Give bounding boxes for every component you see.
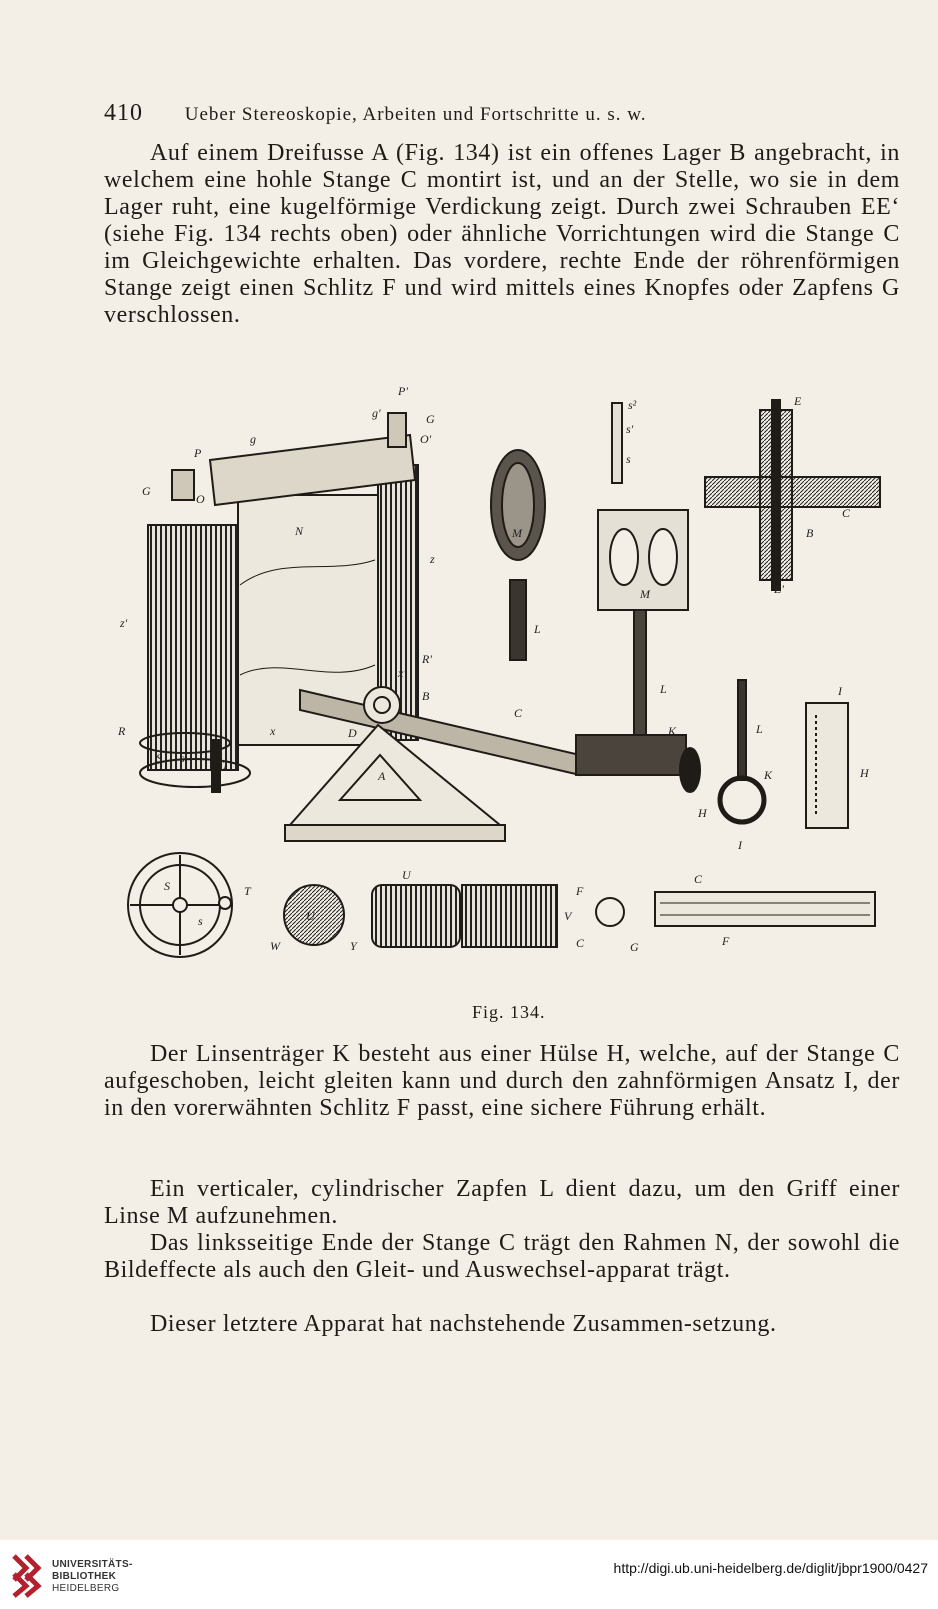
library-name: UNIVERSITÄTS- BIBLIOTHEK HEIDELBERG xyxy=(52,1559,133,1594)
svg-text:C: C xyxy=(842,506,851,520)
svg-text:F: F xyxy=(576,884,584,898)
svg-text:S: S xyxy=(164,879,170,893)
svg-text:U: U xyxy=(402,868,411,882)
svg-text:A: A xyxy=(378,769,386,783)
svg-text:F: F xyxy=(722,934,730,948)
svg-text:B: B xyxy=(422,689,430,703)
library-logo xyxy=(10,1548,133,1603)
footer-bar xyxy=(0,1540,938,1609)
svg-text:O': O' xyxy=(420,432,432,446)
holder-drawing xyxy=(720,680,848,828)
svg-text:N: N xyxy=(295,524,304,538)
paragraph-5: Dieser letztere Apparat hat nachstehende Zusammen-setzung. xyxy=(150,1311,777,1337)
svg-text:K: K xyxy=(764,768,773,782)
figure-caption: Fig. 134. xyxy=(472,1002,546,1022)
svg-text:I: I xyxy=(838,684,842,698)
svg-text:T: T xyxy=(222,758,229,772)
svg-text:E': E' xyxy=(774,582,784,596)
svg-text:D: D xyxy=(348,726,357,740)
page-number: 410 xyxy=(104,100,143,126)
svg-text:H: H xyxy=(860,766,869,780)
svg-text:x: x xyxy=(270,724,276,738)
svg-text:M: M xyxy=(640,587,650,601)
svg-text:x': x' xyxy=(398,666,406,680)
figure-illustration xyxy=(100,385,910,1000)
svg-text:C: C xyxy=(576,936,585,950)
svg-text:R: R xyxy=(118,724,126,738)
svg-text:S: S xyxy=(156,751,162,765)
svg-text:B: B xyxy=(806,526,814,540)
svg-text:z': z' xyxy=(120,616,128,630)
paragraph-2: Der Linsenträger K besteht aus einer Hülse H, welche, auf der Stange C aufgeschoben, leicht gleiten kann und durch den zahnförmigen Ansatz I, der in den vorerwähnten Schlitz F passt, eine sichere Führung erhält. xyxy=(104,1041,900,1121)
svg-text:G: G xyxy=(142,484,151,498)
svg-text:I: I xyxy=(738,838,742,852)
paragraph-4: Das linksseitige Ende der Stange C trägt den Rahmen N, der sowohl die Bildeffecte als auch den Gleit- und Auswechsel-apparat trägt. xyxy=(104,1230,900,1283)
svg-text:P': P' xyxy=(398,385,408,398)
lens-plate-drawing xyxy=(598,403,688,735)
svg-text:P: P xyxy=(194,446,202,460)
svg-text:E: E xyxy=(794,394,802,408)
running-head-title: Ueber Stereoskopie, Arbeiten und Fortschritte u. s. w. xyxy=(184,104,647,125)
svg-text:C: C xyxy=(694,872,703,886)
svg-text:s: s xyxy=(180,751,185,765)
cross-section-drawing xyxy=(705,400,880,590)
svg-text:L: L xyxy=(756,722,763,736)
svg-text:Y: Y xyxy=(350,939,357,953)
svg-text:O: O xyxy=(196,492,205,506)
library-logo-icon xyxy=(10,1552,44,1598)
svg-text:H: H xyxy=(698,806,707,820)
svg-text:M: M xyxy=(512,526,522,540)
svg-text:R': R' xyxy=(422,652,432,666)
svg-text:W: W xyxy=(270,939,280,953)
svg-text:G: G xyxy=(630,940,639,954)
svg-text:L: L xyxy=(660,682,667,696)
svg-text:s': s' xyxy=(626,422,634,436)
svg-text:g': g' xyxy=(372,406,381,420)
paragraph-3: Ein verticaler, cylindrischer Zapfen L dient dazu, um den Griff einer Linse M aufzunehmen. xyxy=(104,1176,900,1229)
svg-text:V: V xyxy=(564,909,572,923)
svg-text:K: K xyxy=(668,724,677,738)
svg-text:z: z xyxy=(430,552,435,566)
svg-text:U: U xyxy=(306,909,315,923)
svg-text:s: s xyxy=(626,452,631,466)
svg-text:G: G xyxy=(426,412,435,426)
svg-text:C: C xyxy=(514,706,523,720)
svg-text:T: T xyxy=(244,884,251,898)
svg-text:g: g xyxy=(250,432,256,446)
running-header xyxy=(104,100,804,127)
figure-134 xyxy=(100,385,910,1000)
svg-text:s: s xyxy=(198,914,203,928)
svg-text:s²: s² xyxy=(628,398,637,412)
source-url-link[interactable]: http://digi.ub.uni-heidelberg.de/diglit/jbpr1900/0427 xyxy=(613,1560,928,1576)
svg-text:L: L xyxy=(534,622,541,636)
paragraph-1: Auf einem Dreifusse A (Fig. 134) ist ein offenes Lager B angebracht, in welchem eine hohle Stange C montirt ist, und an der Stelle, wo sie in dem Lager ruht, eine kugelförmige Verdickung zeigt. Durch zwei Schrauben EE‘ (siehe Fig. 134 rechts oben) oder ähnliche Vorrichtungen wird die Stange C im Gleichgewichte erhalten. Das vordere, rechte Ende der röhrenförmigen Stange zeigt einen Schlitz F und wird mittels eines Knopfes oder Zapfens G verschlossen. xyxy=(104,140,900,328)
svg-text:D: D xyxy=(772,489,781,503)
parts-row-drawing xyxy=(128,853,875,957)
